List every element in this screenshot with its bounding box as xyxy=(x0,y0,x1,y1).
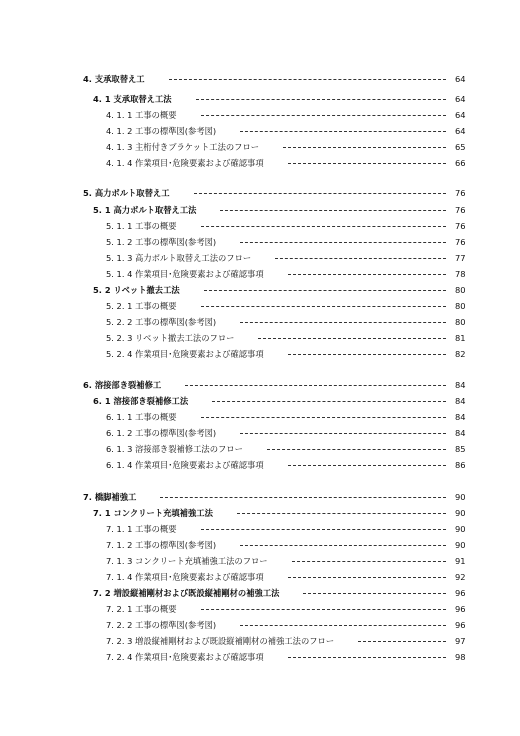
toc-leader-dashes xyxy=(240,131,446,132)
toc-leader-dashes xyxy=(288,354,446,355)
toc-entry-label: 7. 1 コンクリート充填補強工法 xyxy=(93,508,213,518)
toc-leader-dashes xyxy=(201,226,446,227)
toc-entry[interactable] xyxy=(0,203,520,217)
toc-entry-page-number: 66 xyxy=(455,158,466,168)
toc-entry-label: 6. 1. 1 工事の概要 xyxy=(106,412,177,422)
toc-entry[interactable] xyxy=(0,235,520,249)
toc-entry-label: 5. 1 高力ボルト取替え工法 xyxy=(93,205,197,215)
toc-entry-label: 5. 2 リベット撤去工法 xyxy=(93,285,180,295)
toc-entry[interactable] xyxy=(0,634,520,648)
toc-leader-dashes xyxy=(303,593,446,594)
toc-entry-label: 7. 2 増設縦補剛材および既設縦補剛材の補強工法 xyxy=(93,588,280,598)
toc-entry[interactable] xyxy=(0,219,520,233)
toc-entry-page-number: 85 xyxy=(455,444,466,454)
toc-entry[interactable] xyxy=(0,331,520,345)
toc-leader-dashes xyxy=(185,385,446,386)
toc-entry-page-number: 84 xyxy=(455,412,466,422)
toc-entry-label: 5. 1. 2 工事の標準図(参考図) xyxy=(106,237,217,247)
toc-entry-page-number: 98 xyxy=(455,652,466,662)
toc-entry[interactable] xyxy=(0,347,520,361)
toc-entry-page-number: 84 xyxy=(455,396,466,406)
toc-entry-page-number: 92 xyxy=(455,572,466,582)
toc-entry-page-number: 64 xyxy=(455,74,466,84)
toc-leader-dashes xyxy=(288,163,446,164)
toc-entry[interactable] xyxy=(0,586,520,600)
toc-entry[interactable] xyxy=(0,602,520,616)
toc-leader-dashes xyxy=(358,641,446,642)
toc-entry-page-number: 76 xyxy=(455,221,466,231)
toc-entry-label: 7. 1. 1 工事の概要 xyxy=(106,524,177,534)
toc-leader-dashes xyxy=(201,306,446,307)
toc-leader-dashes xyxy=(240,433,446,434)
toc-entry[interactable] xyxy=(0,410,520,424)
toc-entry-page-number: 90 xyxy=(455,540,466,550)
toc-entry-page-number: 86 xyxy=(455,460,466,470)
toc-entry[interactable] xyxy=(0,442,520,456)
toc-entry-label: 4. 1. 2 工事の標準図(参考図) xyxy=(106,126,217,136)
toc-entry[interactable] xyxy=(0,394,520,408)
toc-entry[interactable] xyxy=(0,538,520,552)
toc-entry-page-number: 64 xyxy=(455,94,466,104)
toc-entry-label: 7. 2. 3 増設縦補剛材および既設縦補剛材の補強工法のフロー xyxy=(106,636,335,646)
toc-entry-label: 7. 1. 3 コンクリート充填補強工法のフロー xyxy=(106,556,268,566)
toc-entry-label: 5. 高力ボルト取替え工 xyxy=(83,188,170,198)
toc-entry-page-number: 78 xyxy=(455,269,466,279)
toc-entry-page-number: 76 xyxy=(455,188,466,198)
toc-entry-label: 4. 1. 3 主桁付きブラケット工法のフロー xyxy=(106,142,260,152)
toc-entry-label: 6. 1 溶接部き裂補修工法 xyxy=(93,396,189,406)
toc-entry-label: 4. 支承取替え工 xyxy=(83,74,145,84)
toc-entry-page-number: 77 xyxy=(455,253,466,263)
toc-entry-page-number: 76 xyxy=(455,237,466,247)
toc-entry[interactable] xyxy=(0,554,520,568)
toc-entry[interactable] xyxy=(0,570,520,584)
toc-entry[interactable] xyxy=(0,618,520,632)
toc-entry-page-number: 96 xyxy=(455,620,466,630)
toc-leader-dashes xyxy=(240,625,446,626)
toc-entry[interactable] xyxy=(0,378,520,392)
toc-leader-dashes xyxy=(194,193,447,194)
toc-leader-dashes xyxy=(212,401,446,402)
toc-entry-page-number: 80 xyxy=(455,301,466,311)
toc-entry[interactable] xyxy=(0,283,520,297)
toc-leader-dashes xyxy=(288,465,446,466)
toc-entry-label: 5. 1. 1 工事の概要 xyxy=(106,221,177,231)
toc-leader-dashes xyxy=(169,79,446,80)
toc-leader-dashes xyxy=(240,322,446,323)
toc-leader-dashes xyxy=(283,147,446,148)
toc-leader-dashes xyxy=(240,545,446,546)
toc-leader-dashes xyxy=(237,513,446,514)
toc-entry[interactable] xyxy=(0,108,520,122)
toc-leader-dashes xyxy=(196,99,446,100)
toc-entry-label: 5. 2. 2 工事の標準図(参考図) xyxy=(106,317,217,327)
toc-entry[interactable] xyxy=(0,92,520,106)
toc-entry[interactable] xyxy=(0,72,520,86)
toc-entry-label: 5. 2. 4 作業項目･危険要素および確認事項 xyxy=(106,349,264,359)
toc-leader-dashes xyxy=(288,577,446,578)
toc-entry[interactable] xyxy=(0,124,520,138)
toc-entry-page-number: 82 xyxy=(455,349,466,359)
toc-entry[interactable] xyxy=(0,267,520,281)
toc-entry[interactable] xyxy=(0,140,520,154)
toc-leader-dashes xyxy=(204,290,446,291)
toc-entry[interactable] xyxy=(0,186,520,200)
toc-entry-label: 7. 1. 2 工事の標準図(参考図) xyxy=(106,540,217,550)
toc-entry-label: 4. 1 支承取替え工法 xyxy=(93,94,172,104)
toc-entry-label: 7. 1. 4 作業項目･危険要素および確認事項 xyxy=(106,572,264,582)
toc-leader-dashes xyxy=(201,115,446,116)
toc-entry-label: 5. 2. 1 工事の概要 xyxy=(106,301,177,311)
toc-leader-dashes xyxy=(220,210,446,211)
toc-entry[interactable] xyxy=(0,426,520,440)
toc-entry[interactable] xyxy=(0,490,520,504)
toc-entry-label: 6. 1. 4 作業項目･危険要素および確認事項 xyxy=(106,460,264,470)
toc-entry[interactable] xyxy=(0,522,520,536)
toc-entry-page-number: 96 xyxy=(455,588,466,598)
toc-entry-page-number: 81 xyxy=(455,333,466,343)
toc-entry-label: 7. 2. 1 工事の概要 xyxy=(106,604,177,614)
toc-entry-label: 5. 1. 3 高力ボルト取替え工法のフロー xyxy=(106,253,252,263)
toc-leader-dashes xyxy=(201,609,446,610)
toc-entry-page-number: 76 xyxy=(455,205,466,215)
toc-entry-label: 7. 橋脚補強工 xyxy=(83,492,137,502)
toc-entry-label: 7. 2. 4 作業項目･危険要素および確認事項 xyxy=(106,652,264,662)
toc-leader-dashes xyxy=(240,242,446,243)
toc-entry-page-number: 90 xyxy=(455,492,466,502)
toc-leader-dashes xyxy=(288,657,446,658)
toc-leader-dashes xyxy=(160,497,446,498)
toc-entry[interactable] xyxy=(0,315,520,329)
toc-leader-dashes xyxy=(275,258,446,259)
toc-entry-label: 6. 1. 3 溶接部き裂補修工法のフロー xyxy=(106,444,243,454)
toc-entry-page-number: 96 xyxy=(455,604,466,614)
toc-leader-dashes xyxy=(201,417,446,418)
toc-entry-page-number: 80 xyxy=(455,317,466,327)
toc-leader-dashes xyxy=(292,561,446,562)
toc-leader-dashes xyxy=(267,449,446,450)
toc-leader-dashes xyxy=(288,274,446,275)
toc-entry[interactable] xyxy=(0,299,520,313)
toc-entry-page-number: 64 xyxy=(455,110,466,120)
toc-entry[interactable] xyxy=(0,458,520,472)
toc-entry[interactable] xyxy=(0,251,520,265)
toc-entry-page-number: 84 xyxy=(455,428,466,438)
toc-entry[interactable] xyxy=(0,650,520,664)
toc-entry-page-number: 91 xyxy=(455,556,466,566)
toc-entry-label: 5. 2. 3 リベット撤去工法のフロー xyxy=(106,333,235,343)
toc-entry-page-number: 65 xyxy=(455,142,466,152)
toc-entry[interactable] xyxy=(0,506,520,520)
toc-entry-page-number: 80 xyxy=(455,285,466,295)
toc-entry-label: 4. 1. 1 工事の概要 xyxy=(106,110,177,120)
toc-leader-dashes xyxy=(201,529,446,530)
toc-entry-page-number: 97 xyxy=(455,636,466,646)
toc-entry-label: 6. 1. 2 工事の標準図(参考図) xyxy=(106,428,217,438)
toc-leader-dashes xyxy=(258,338,446,339)
toc-entry-page-number: 90 xyxy=(455,508,466,518)
toc-entry[interactable] xyxy=(0,156,520,170)
toc-entry-label: 7. 2. 2 工事の標準図(参考図) xyxy=(106,620,217,630)
toc-entry-label: 6. 溶接部き裂補修工 xyxy=(83,380,162,390)
toc-entry-page-number: 90 xyxy=(455,524,466,534)
toc-entry-page-number: 84 xyxy=(455,380,466,390)
toc-entry-label: 5. 1. 4 作業項目･危険要素および確認事項 xyxy=(106,269,264,279)
toc-entry-page-number: 64 xyxy=(455,126,466,136)
toc-entry-label: 4. 1. 4 作業項目･危険要素および確認事項 xyxy=(106,158,264,168)
